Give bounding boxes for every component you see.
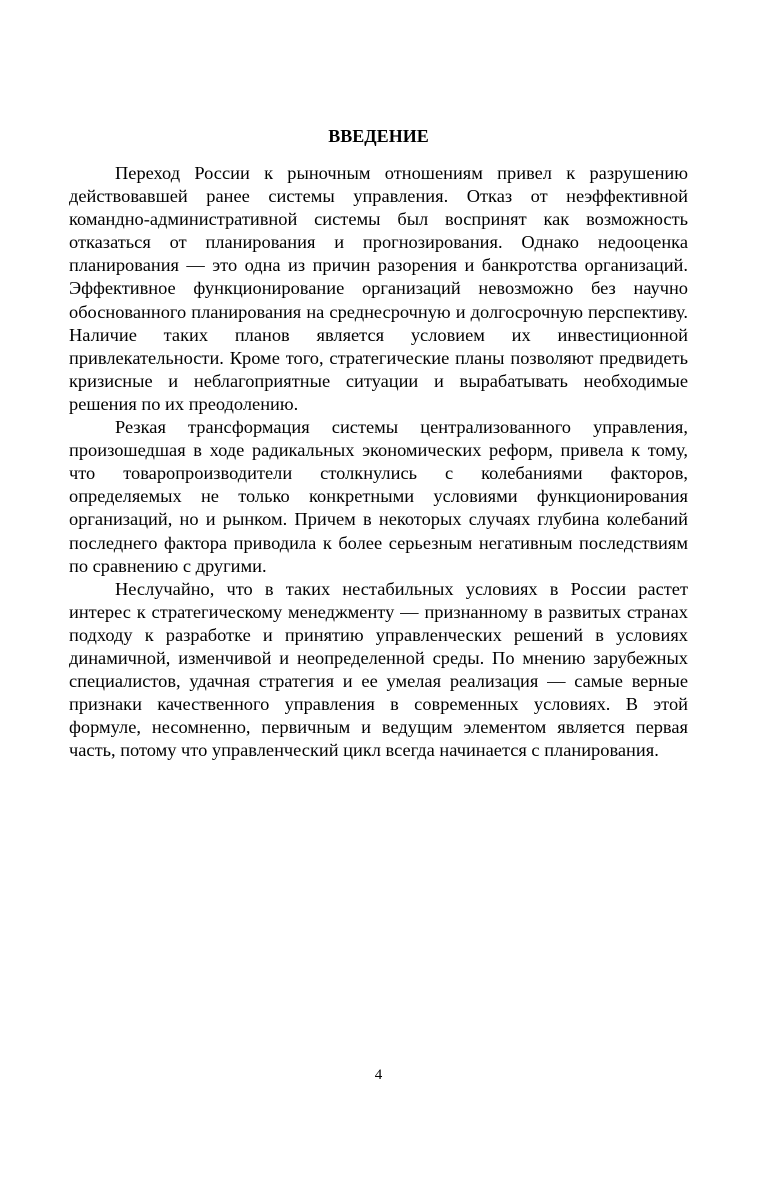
paragraph-1: Переход России к рыночным отношениям привел к разрушению действовавшей ранее системы управления. Отказ от неэффективной командно-административной системы был воспринят как возможность отказаться от планирования и прогнозирования. Однако недооценка планирования — это одна из причин разорения и банкротства организаций. Эффективное функционирование организаций невозможно без научно обоснованного планирования на среднесрочную и долгосрочную перспективу. Наличие таких планов является условием их инвестиционной привлекательности. Кроме того, стратегические планы позволяют предвидеть кризисные и неблагоприятные ситуации и вырабатывать необходимые решения по их преодолению. [69,163,688,414]
section-heading: ВВЕДЕНИЕ [328,126,429,146]
body-text [69,162,688,762]
page-number: 4 [374,1067,383,1083]
paragraph-3: Неслучайно, что в таких нестабильных условиях в России растет интерес к стратегическому менеджменту — признанному в развитых странах подходу к разработке и принятию управленческих решений в условиях динамичной, изменчивой и неопределенной среды. По мнению зарубежных специалистов, удачная стратегия и ее умелая реализация — самые верные признаки качественного управления в современных условиях. В этой формуле, несомненно, первичным и ведущим элементом является первая часть, потому что управленческий цикл всегда начинается с планирования. [69,578,688,761]
paragraph-2: Резкая трансформация системы централизованного управления, произошедшая в ходе радикальных экономических реформ, привела к тому, что товаропроизводители столкнулись с колебаниями факторов, определяемых не только конкретными условиями функционирования организаций, но и рынком. Причем в некоторых случаях глубина колебаний последнего фактора приводила к более серьезным негативным последствиям по сравнению с другими. [69,417,688,576]
